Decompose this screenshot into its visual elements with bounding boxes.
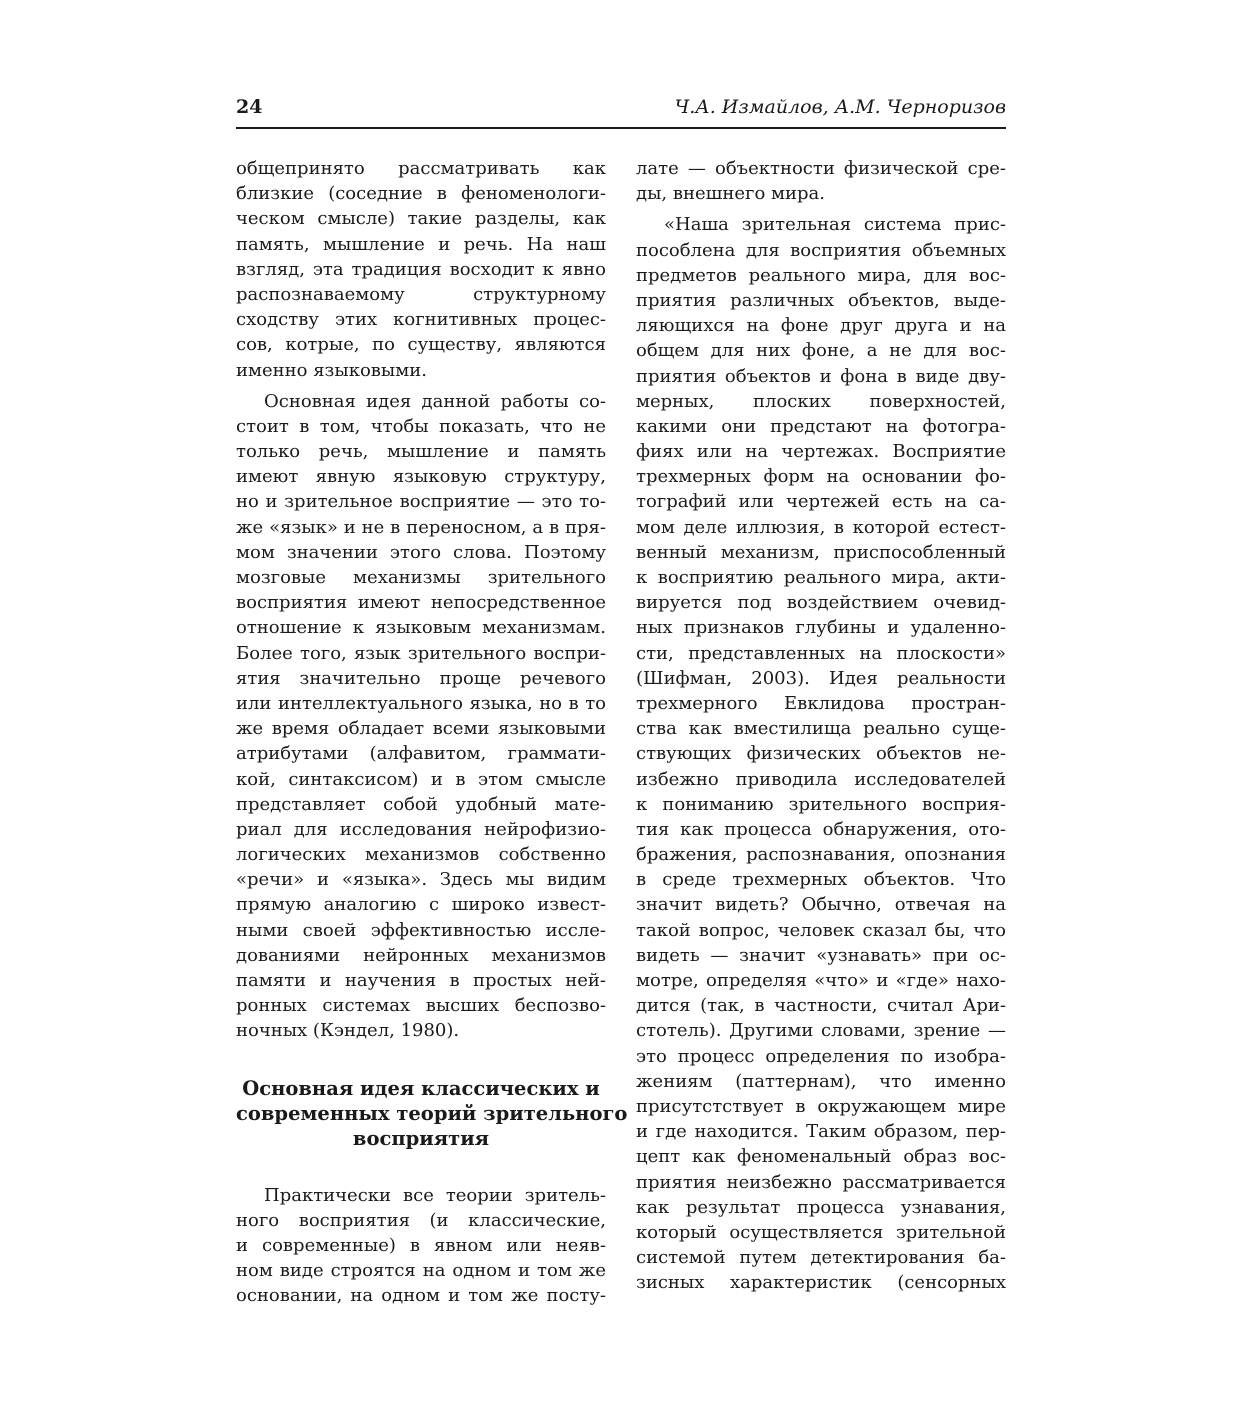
paragraph	[236, 1183, 606, 1309]
text-line: жениям (паттернам), что именно	[636, 1070, 1006, 1092]
text-line: который осуществляется зрительной	[636, 1221, 1006, 1243]
text-line: такой вопрос, человек сказал бы, что	[636, 919, 1006, 941]
text-line: же «язык» и не в переносном, а в пря-	[236, 516, 606, 538]
text-line: в среде трехмерных объектов. Что	[636, 869, 1006, 891]
page-header	[236, 93, 1006, 121]
text-line: ствующих физических объектов не-	[636, 743, 1006, 765]
text-line: сов, котрые, по существу, являются	[236, 334, 606, 356]
text-line: Более того, язык зрительного воспри-	[236, 642, 606, 664]
text-line: Практически все теории зритель-	[264, 1184, 606, 1206]
text-line: ляющихся на фоне друг друга и на	[636, 315, 1006, 337]
text-line: сходству этих когнитивных процес-	[236, 309, 606, 331]
text-line: ного восприятия (и классические,	[236, 1209, 606, 1231]
text-line: ных признаков глубины и удаленно-	[636, 617, 1006, 639]
text-line: приятия неизбежно рассматривается	[636, 1171, 1006, 1193]
text-line: мозговые механизмы зрительного	[236, 567, 606, 588]
text-line: трехмерных форм на основании фо-	[636, 466, 1006, 488]
heading-line: восприятия	[352, 1126, 490, 1150]
text-line: мом значении этого слова. Поэтому	[236, 541, 606, 563]
text-line: только речь, мышление и память	[236, 441, 606, 463]
text-line: к пониманию зрительного восприя-	[636, 793, 1006, 815]
text-line: память, мышление и речь. На наш	[236, 233, 606, 255]
text-line: прямую аналогию с широко извест-	[236, 894, 606, 916]
text-line: или интеллектуального языка, но в то	[236, 692, 606, 714]
text-line: восприятия имеют непосредственное	[236, 592, 606, 614]
heading-line: Основная идея классических и	[242, 1076, 600, 1100]
running-head-authors: Ч.А. Измайлов, А.М. Черноризов	[674, 96, 1006, 118]
text-line: ства как вместилища реально суще-	[636, 718, 1006, 740]
text-line: логических механизмов собственно	[236, 844, 606, 866]
text-line: мом деле иллюзия, в которой естест-	[636, 516, 1006, 538]
text-line: как результат процесса узнавания,	[636, 1196, 1006, 1218]
text-line: приятия различных объектов, выде-	[636, 289, 1006, 311]
text-line: имеют явную языковую структуру,	[236, 466, 606, 488]
section-heading	[236, 1076, 628, 1151]
text-line: пособлена для восприятия объемных	[636, 239, 1006, 261]
text-line: это процесс определения по изобра-	[636, 1045, 1006, 1067]
text-line: избежно приводила исследователей	[636, 768, 1006, 790]
text-line: ческом смысле) такие разделы, как	[236, 208, 606, 230]
text-line: риал для исследования нейрофизио-	[236, 818, 606, 840]
text-line: кой, синтаксисом) и в этом смысле	[236, 768, 606, 790]
text-line: мерных, плоских поверхностей,	[636, 390, 1006, 412]
paragraph	[636, 212, 1006, 1295]
text-line: именно языковыми.	[236, 359, 427, 381]
text-line: общем для них фоне, а не для вос-	[636, 340, 1006, 362]
text-line: тографий или чертежей есть на са-	[636, 491, 1006, 513]
text-line: представляет собой удобный мате-	[236, 793, 606, 815]
text-line: зисных характеристик (сенсорных	[636, 1272, 1006, 1294]
text-line: ятия значительно проще речевого	[236, 667, 606, 689]
text-line: же время обладает всеми языковыми	[236, 718, 606, 740]
text-line: цепт как феноменальный образ вос-	[636, 1146, 1006, 1168]
text-line: основании, на одном и том же посту-	[236, 1285, 606, 1307]
text-line: но и зрительное восприятие — это то-	[236, 491, 606, 513]
text-line: общепринято рассматривать как	[236, 158, 606, 179]
text-line: приятия объектов и фона в виде дву-	[636, 365, 1006, 387]
text-line: мотре, определяя «что» и «где» нахо-	[636, 970, 1006, 991]
paragraph	[236, 156, 606, 383]
text-line: памяти и научения в простых ней-	[236, 970, 606, 991]
text-line: предметов реального мира, для вос-	[636, 264, 1006, 286]
text-line: системой путем детектирования ба-	[636, 1247, 1006, 1269]
heading-line: современных теорий зрительного	[236, 1101, 628, 1125]
text-line: лате — объектности физической сре-	[636, 158, 1006, 179]
text-line: присутстствует в окружающем мире	[636, 1095, 1006, 1117]
text-line: ночных (Кэндел, 1980).	[236, 1020, 460, 1042]
text-line: атрибутами (алфавитом, граммати-	[236, 743, 606, 765]
text-line: взгляд, эта традиция восходит к явно	[236, 258, 606, 280]
text-line: трехмерного Евклидова простран-	[636, 692, 1006, 714]
text-line: ды, внешнего мира.	[636, 183, 825, 205]
text-line: «Наша зрительная система прис-	[664, 214, 1006, 236]
text-line: и где находится. Таким образом, пер-	[636, 1121, 1006, 1143]
text-line: фиях или на чертежах. Восприятие	[636, 441, 1006, 463]
header-rule	[236, 127, 1006, 129]
paragraph	[236, 389, 606, 1044]
text-line: видеть — значит «узнавать» при ос-	[636, 944, 1006, 966]
text-line: стотель). Другими словами, зрение —	[636, 1020, 1006, 1042]
text-line: значит видеть? Обычно, отвечая на	[636, 894, 1006, 916]
text-line: дованиями нейронных механизмов	[236, 944, 606, 966]
text-line: вируется под воздействием очевид-	[636, 592, 1006, 614]
text-line: сти, представленных на плоскости»	[636, 642, 1006, 664]
text-line: венный механизм, приспособленный	[636, 541, 1006, 563]
right-column	[636, 156, 1006, 1301]
text-line: стоит в том, чтобы показать, что не	[236, 415, 606, 437]
text-line: ными своей эффективностью иссле-	[236, 919, 606, 941]
text-line: ронных системах высших беспозво-	[236, 995, 606, 1017]
text-line: распознаваемому структурному	[236, 283, 606, 305]
text-line: «речи» и «языка». Здесь мы видим	[236, 869, 606, 891]
left-column	[236, 156, 628, 1315]
page-number: 24	[236, 96, 263, 118]
text-line: близкие (соседние в феноменологи-	[236, 183, 606, 205]
text-line: бражения, распознавания, опознания	[636, 844, 1006, 866]
text-line: дится (так, в частности, считал Ари-	[636, 995, 1006, 1017]
text-line: тия как процесса обнаружения, ото-	[636, 818, 1006, 840]
text-line: к восприятию реального мира, акти-	[636, 567, 1006, 588]
text-line: и современные) в явном или неяв-	[236, 1234, 606, 1256]
paragraph	[636, 156, 1006, 206]
text-line: какими они предстают на фотогра-	[636, 415, 1006, 437]
text-line: отношение к языковым механизмам.	[236, 617, 606, 639]
text-line: ном виде строятся на одном и том же	[236, 1260, 606, 1282]
text-line: Основная идея данной работы со-	[264, 390, 606, 412]
text-line: (Шифман, 2003). Идея реальности	[636, 667, 1006, 689]
